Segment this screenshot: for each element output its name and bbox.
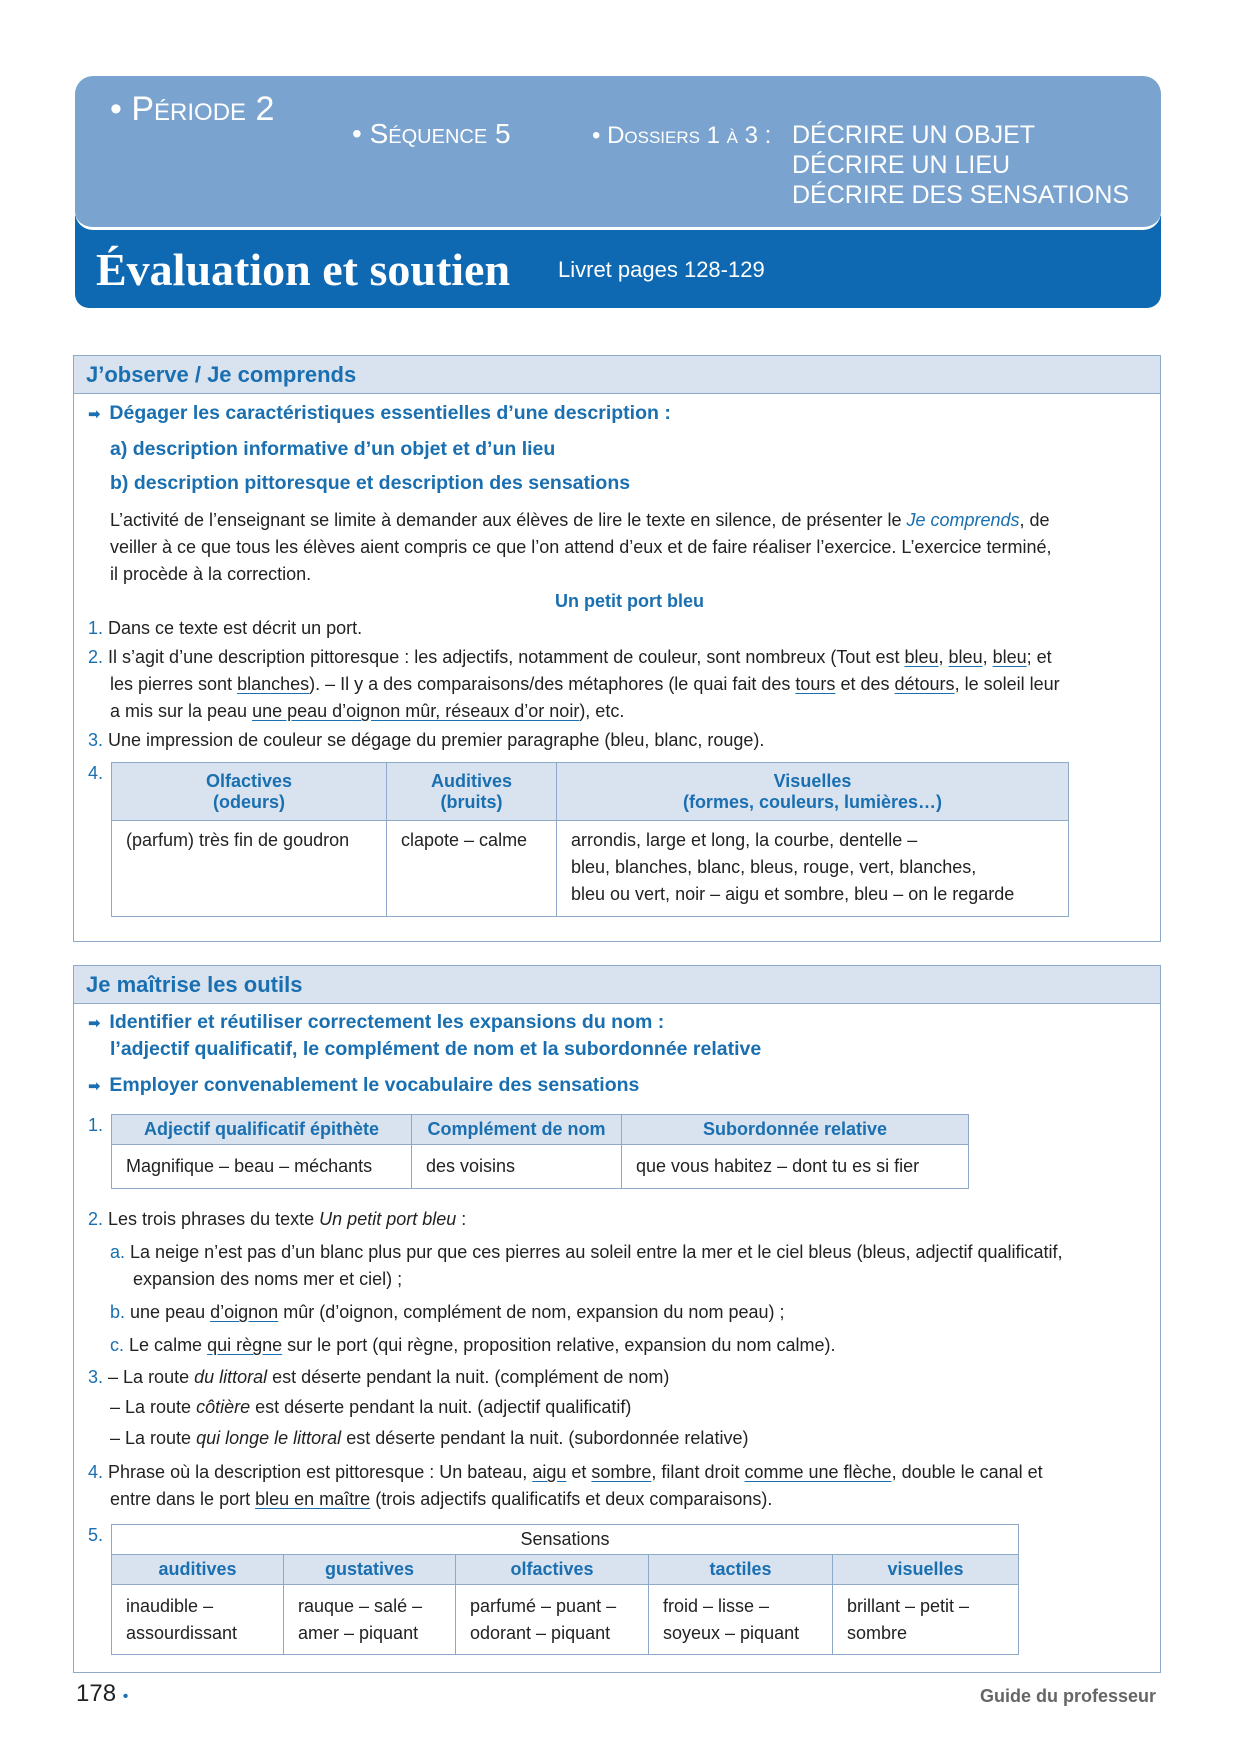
page-number: 178 •	[76, 1680, 129, 1707]
section-heading: Je maîtrise les outils	[74, 966, 1160, 1004]
table-header: Auditives (bruits)	[387, 763, 557, 821]
dossier-topic: DÉCRIRE UN OBJET	[792, 121, 1036, 149]
answer-item-cont: – La route côtière est déserte pendant la nuit. (adjectif qualificatif)	[110, 1397, 632, 1417]
sensations-table	[111, 1524, 1019, 1655]
table-cell: que vous habitez – dont tu es si fier	[622, 1145, 969, 1189]
answer-item: 2. Il s’agit d’une description pittoresque : les adjectifs, notamment de couleur, sont nombreux (Tout est bleu, bleu, bleu; et	[88, 647, 1052, 667]
text-title: Un petit port bleu	[555, 591, 704, 611]
section-heading: J’observe / Je comprends	[74, 356, 1160, 394]
item-number: 5.	[88, 1525, 104, 1545]
arrow-icon: ➡	[88, 1015, 101, 1032]
table-header: gustatives	[284, 1555, 456, 1585]
answer-item: 2. Les trois phrases du texte Un petit port bleu :	[88, 1209, 467, 1229]
dossier-topics	[792, 120, 1129, 210]
objective: ➡ Dégager les caractéristiques essentielles d’une description :	[88, 402, 671, 424]
table-header: Adjectif qualificatif épithète	[112, 1115, 412, 1145]
table-cell: rauque – salé – amer – piquant	[284, 1585, 456, 1655]
intro-line: veiller à ce que tous les élèves aient compris ce que l’on attend d’eux et de faire réaliser l’exercice. L’exercice terminé,	[110, 537, 1052, 557]
arrow-icon: ➡	[88, 1078, 101, 1095]
answer-item-cont: a mis sur la peau une peau d’oignon mûr, réseaux d’or noir), etc.	[110, 701, 625, 721]
table-cell: froid – lisse – soyeux – piquant	[649, 1585, 833, 1655]
table-cell: (parfum) très fin de goudron	[112, 821, 387, 917]
table-cell: inaudible – assourdissant	[112, 1585, 284, 1655]
table-header: auditives	[112, 1555, 284, 1585]
dossier-topic: DÉCRIRE UN LIEU	[792, 151, 1011, 179]
answer-item: 4. Phrase où la description est pittoresque : Un bateau, aigu et sombre, filant droit comme une flèche, double le canal et	[88, 1462, 1043, 1482]
objective: ➡ Identifier et réutiliser correctement les expansions du nom :	[88, 1011, 665, 1033]
dossiers-label: • Dossiers 1 à 3 :	[592, 122, 772, 149]
intro-line: L’activité de l’enseignant se limite à demander aux élèves de lire le texte en silence, de présenter le Je comprends, de	[110, 510, 1050, 530]
answer-item-cont: les pierres sont blanches). – Il y a des comparaisons/des métaphores (le quai fait des tours et des détours, le soleil leur	[110, 674, 1060, 694]
answer-sub-cont: expansion des noms mer et ciel) ;	[133, 1269, 403, 1289]
answer-item: 3. Une impression de couleur se dégage du premier paragraphe (bleu, blanc, rouge).	[88, 730, 765, 750]
table-cell: arrondis, large et long, la courbe, dentelle – bleu, blanches, blanc, bleus, rouge, vert, blanches, bleu ou vert, noir – aigu et sombre, bleu – on le regarde	[557, 821, 1069, 917]
objective-sub: a) description informative d’un objet et d’un lieu	[110, 438, 556, 460]
dossier-topic: DÉCRIRE DES SENSATIONS	[792, 181, 1130, 209]
item-number: 1.	[88, 1115, 104, 1135]
table-header: Subordonnée relative	[622, 1115, 969, 1145]
page-title: Évaluation et soutien	[96, 244, 511, 295]
answer-item-cont: – La route qui longe le littoral est déserte pendant la nuit. (subordonnée relative)	[110, 1428, 749, 1448]
expansions-table	[111, 1114, 969, 1189]
item-number: 4.	[88, 763, 104, 783]
intro-line: il procède à la correction.	[110, 564, 312, 584]
answer-item: 3. – La route du littoral est déserte pendant la nuit. (complément de nom)	[88, 1367, 670, 1387]
objective-cont: l’adjectif qualificatif, le complément de nom et la subordonnée relative	[110, 1038, 762, 1060]
senses-table	[111, 762, 1069, 917]
table-cell: Magnifique – beau – méchants	[112, 1145, 412, 1189]
table-caption: Sensations	[112, 1525, 1019, 1555]
booklet-pages: Livret pages 128-129	[558, 257, 765, 282]
table-header: tactiles	[649, 1555, 833, 1585]
objective: ➡ Employer convenablement le vocabulaire des sensations	[88, 1074, 640, 1096]
table-header: visuelles	[833, 1555, 1019, 1585]
table-header: Olfactives (odeurs)	[112, 763, 387, 821]
answer-item-cont: entre dans le port bleu en maître (trois adjectifs qualificatifs et deux comparaisons).	[110, 1489, 773, 1509]
answer-item: 1. Dans ce texte est décrit un port.	[88, 618, 363, 638]
answer-sub: a. La neige n’est pas d’un blanc plus pur que ces pierres au soleil entre la mer et le ciel bleus (bleus, adjectif qualificatif,	[110, 1242, 1063, 1262]
periode-label: • Période 2	[110, 90, 275, 128]
table-header: Complément de nom	[412, 1115, 622, 1145]
footer-guide: Guide du professeur	[979, 1686, 1156, 1706]
answer-sub: c. Le calme qui règne sur le port (qui règne, proposition relative, expansion du nom calme).	[110, 1335, 836, 1355]
table-cell: des voisins	[412, 1145, 622, 1189]
table-header: olfactives	[456, 1555, 649, 1585]
arrow-icon: ➡	[88, 406, 101, 423]
objective-sub: b) description pittoresque et description des sensations	[110, 472, 631, 494]
answer-sub: b. une peau d’oignon mûr (d’oignon, complément de nom, expansion du nom peau) ;	[110, 1302, 785, 1322]
sequence-label: • Séquence 5	[352, 118, 511, 149]
table-cell: brillant – petit – sombre	[833, 1585, 1019, 1655]
table-cell: parfumé – puant – odorant – piquant	[456, 1585, 649, 1655]
table-header: Visuelles (formes, couleurs, lumières…)	[557, 763, 1069, 821]
table-cell: clapote – calme	[387, 821, 557, 917]
